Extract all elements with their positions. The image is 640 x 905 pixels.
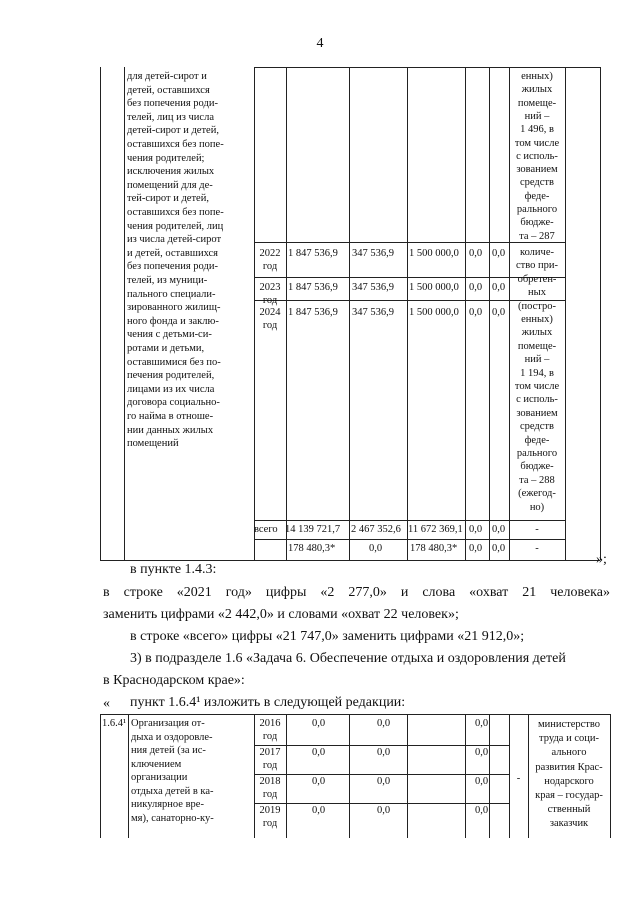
row-year: 2022 [259,248,281,259]
beneficiary-category-text: без попечения роди- [127,261,218,273]
row-year: 2024 [259,307,281,318]
table-horizontal-rule [254,520,566,521]
table-vertical-rule [128,714,129,838]
item-name-text: Организация от- [131,718,205,729]
row-amount-extra: 0,0 [492,248,506,259]
beneficiary-category-text: чения с детьми-си- [127,329,212,341]
result-indicator-text: феде- [524,190,550,202]
amendment-paragraph: в Краснодарском крае»: [103,673,245,688]
amendment-paragraph: в строке «2021 год» цифры «2 277,0» и слова «охват 21 человека» [103,585,610,600]
table-vertical-rule [286,67,287,560]
amendment-paragraph: в строке «всего» цифры «21 747,0» заменить цифрами «21 912,0»; [130,629,525,644]
row-amount-regional: 347 536,9 [352,248,394,259]
extra-row-amount-federal: 178 480,3* [410,543,458,554]
row-amount-local: 0,0 [469,307,483,318]
table-horizontal-rule [100,714,610,715]
row-year: 2023 [259,282,281,293]
result-indicator-text: помеще- [517,340,557,352]
table-vertical-rule [100,67,101,560]
executor-text: ственный [547,804,591,816]
opening-quote: « [103,696,110,711]
table-vertical-rule [489,67,490,560]
executor-text: министерство [537,719,601,730]
beneficiary-category-text: телей, лиц из числа [127,111,214,123]
beneficiary-category-text: нии данных жилых [127,424,214,436]
extra-row-amount-regional: 0,0 [369,543,383,554]
row-year-unit: год [262,760,278,771]
extra-row-result: - [535,543,539,554]
result-indicator-text: том числе [514,381,560,392]
result-indicator-text: том числе [514,137,560,149]
result-indicator-text: рального [516,204,558,215]
executor-text: развития Крас- [535,761,603,773]
result-indicator-text: ных [528,287,546,299]
beneficiary-category-text: помещений для де- [127,179,213,191]
result-indicator-text: зованием [516,164,558,176]
table-horizontal-rule [254,539,566,540]
row-year-unit: год [262,731,278,742]
row-total-amount: 1 847 536,9 [288,248,338,259]
result-indicator-text: ний – [524,110,550,122]
row-amount-federal: 1 500 000,0 [409,248,459,259]
row-amount-local: 0,0 [469,282,483,293]
beneficiary-category-text: из числа детей-сирот [127,234,222,246]
row-total-amount: 0,0 [312,718,326,729]
beneficiary-category-text: зированного жилищ- [127,302,221,314]
table-vertical-rule [407,714,408,838]
beneficiary-category-text: чения родителей; [127,152,205,164]
row-total-amount: 1 847 536,9 [288,282,338,293]
beneficiary-category-text: помещений [127,438,179,450]
beneficiary-category-text: печения родителей, [127,370,215,382]
result-indicator-text: (ежегод- [518,488,556,500]
row-amount-extra: 0,0 [475,718,489,729]
result-indicator-text: жилых [521,84,553,96]
total-row-amount: 14 139 721,7 [285,524,341,535]
result-indicator-text: (постро- [517,300,556,312]
beneficiary-category-text: оставшихся без попе- [127,139,224,150]
item-name-text: организации [131,772,188,783]
beneficiary-category-text: телей, из муници- [127,275,208,286]
table-vertical-rule [407,67,408,560]
row-amount-regional: 347 536,9 [352,282,394,293]
table-vertical-rule [349,67,350,560]
beneficiary-category-text: для детей-сирот и [127,71,207,82]
item-result: - [516,773,521,784]
total-row-label: всего [254,524,278,535]
extra-row-amount: 178 480,3* [288,543,336,554]
beneficiary-category-text: пального специали- [127,288,216,300]
total-row-amount-federal: 11 672 369,1 [408,524,463,535]
row-amount-local: 0,0 [469,248,483,259]
row-amount-extra: 0,0 [492,282,506,293]
amendment-paragraph: 3) в подразделе 1.6 «Задача 6. Обеспечение отдыха и оздоровления детей [130,651,566,666]
table-vertical-rule [465,714,466,838]
beneficiary-category-text: го найма в отноше- [127,411,214,422]
executor-text: труда и соци- [539,733,599,745]
closing-quote: »; [596,552,607,567]
beneficiary-category-text: исключения жилых [127,166,215,178]
executor-text: нодарского [544,775,594,787]
result-indicator-text: жилых [521,327,553,339]
row-amount-regional: 0,0 [377,718,391,729]
table-vertical-rule [610,714,611,838]
amendment-paragraph: заменить цифрами «2 442,0» и словами «охват 22 человек»; [103,607,459,622]
row-amount-regional: 347 536,9 [352,307,394,318]
result-indicator-text: бюдже- [520,217,554,229]
total-row-amount-local: 0,0 [469,524,483,535]
beneficiary-category-text: детей-сирот и детей, [127,125,219,137]
beneficiary-category-text: договора социально- [127,397,220,409]
result-indicator-text: бюдже- [520,461,554,473]
table-vertical-rule [600,67,601,560]
extra-row-amount-extra: 0,0 [492,543,506,554]
row-year-unit: год [262,320,278,331]
beneficiary-category-text: тей-сирот и детей, [127,193,209,205]
row-amount-regional: 0,0 [377,747,391,758]
row-total-amount: 0,0 [312,747,326,758]
result-indicator-text: с исполь- [516,394,558,406]
row-amount-extra: 0,0 [475,805,489,816]
row-year-unit: год [262,295,278,306]
item-name-text: дыха и оздоровле- [131,731,213,743]
row-year: 2018 [259,776,281,787]
item-name-text: никулярное вре- [131,799,204,810]
result-indicator-text: енных) [521,314,553,325]
result-indicator-text: 1 194, в [520,367,554,379]
table-vertical-rule [565,67,566,560]
total-row-amount-regional: 2 467 352,6 [351,524,401,535]
result-indicator-text: енных) [521,71,553,82]
row-amount-extra: 0,0 [475,776,489,787]
table-vertical-rule [489,714,490,838]
result-indicator-text: количе- [520,247,554,258]
result-indicator-text: помеще- [517,97,557,109]
item-name-text: отдыха детей в ка- [131,785,214,797]
total-row-amount-extra: 0,0 [492,524,506,535]
beneficiary-category-text: ротами и детьми, [127,343,205,354]
row-amount-federal: 1 500 000,0 [409,282,459,293]
result-indicator-text: та – 287 [519,230,555,242]
row-year-unit: год [262,261,278,272]
table-vertical-rule [349,714,350,838]
table-vertical-rule [465,67,466,560]
row-total-amount: 0,0 [312,805,326,816]
table-vertical-rule [286,714,287,838]
result-indicator-text: зованием [516,407,558,419]
beneficiary-category-text: лицами из их числа [127,383,215,395]
executor-text: заказчик [549,818,589,830]
row-total-amount: 1 847 536,9 [288,307,338,318]
table-horizontal-rule [254,67,600,68]
beneficiary-category-text: без попечения роди- [127,98,218,110]
row-amount-federal: 1 500 000,0 [409,307,459,318]
beneficiary-category-text: и детей, оставшихся [127,247,219,259]
amendment-paragraph: в пункте 1.4.3: [130,562,217,577]
page-number: 4 [316,36,324,51]
item-name-text: мя), санаторно-ку- [131,812,214,824]
beneficiary-category-text: оставшихся без попе- [127,207,224,218]
result-indicator-text: но) [529,501,545,513]
result-indicator-text: с исполь- [516,150,558,162]
row-total-amount: 0,0 [312,776,326,787]
row-amount-regional: 0,0 [377,805,391,816]
table-vertical-rule [124,67,125,560]
result-indicator-text: средств [520,177,554,189]
result-indicator-text: 1 496, в [520,124,554,136]
beneficiary-category-text: ного фонда и заклю- [127,315,219,327]
row-amount-extra: 0,0 [475,747,489,758]
beneficiary-category-text: детей, оставшихся [127,84,210,96]
result-indicator-text: феде- [524,434,550,446]
row-amount-extra: 0,0 [492,307,506,318]
beneficiary-category-text: чения родителей, лиц [127,220,224,232]
executor-text: края – государ- [535,790,603,801]
executor-text: ального [551,747,587,759]
result-indicator-text: та – 288 [519,474,555,486]
result-indicator-text: обретен- [517,273,557,285]
result-indicator-text: ство при- [516,260,558,272]
item-number: 1.6.4¹ [102,718,127,729]
extra-row-amount-local: 0,0 [469,543,483,554]
row-year-unit: год [262,789,278,800]
beneficiary-category-text: оставшимися без по- [127,356,221,368]
result-indicator-text: средств [520,421,554,433]
total-row-result: - [535,524,539,535]
row-year: 2019 [259,805,281,816]
row-amount-regional: 0,0 [377,776,391,787]
result-indicator-text: рального [516,448,558,459]
row-year: 2017 [259,747,281,758]
table-vertical-rule [100,714,101,838]
item-name-text: ключением [131,758,182,770]
item-name-text: ния детей (за ис- [131,745,206,756]
row-year: 2016 [259,718,281,729]
amendment-paragraph: пункт 1.6.4¹ изложить в следующей редакции: [130,695,406,710]
result-indicator-text: ний – [524,354,550,366]
row-year-unit: год [262,818,278,829]
